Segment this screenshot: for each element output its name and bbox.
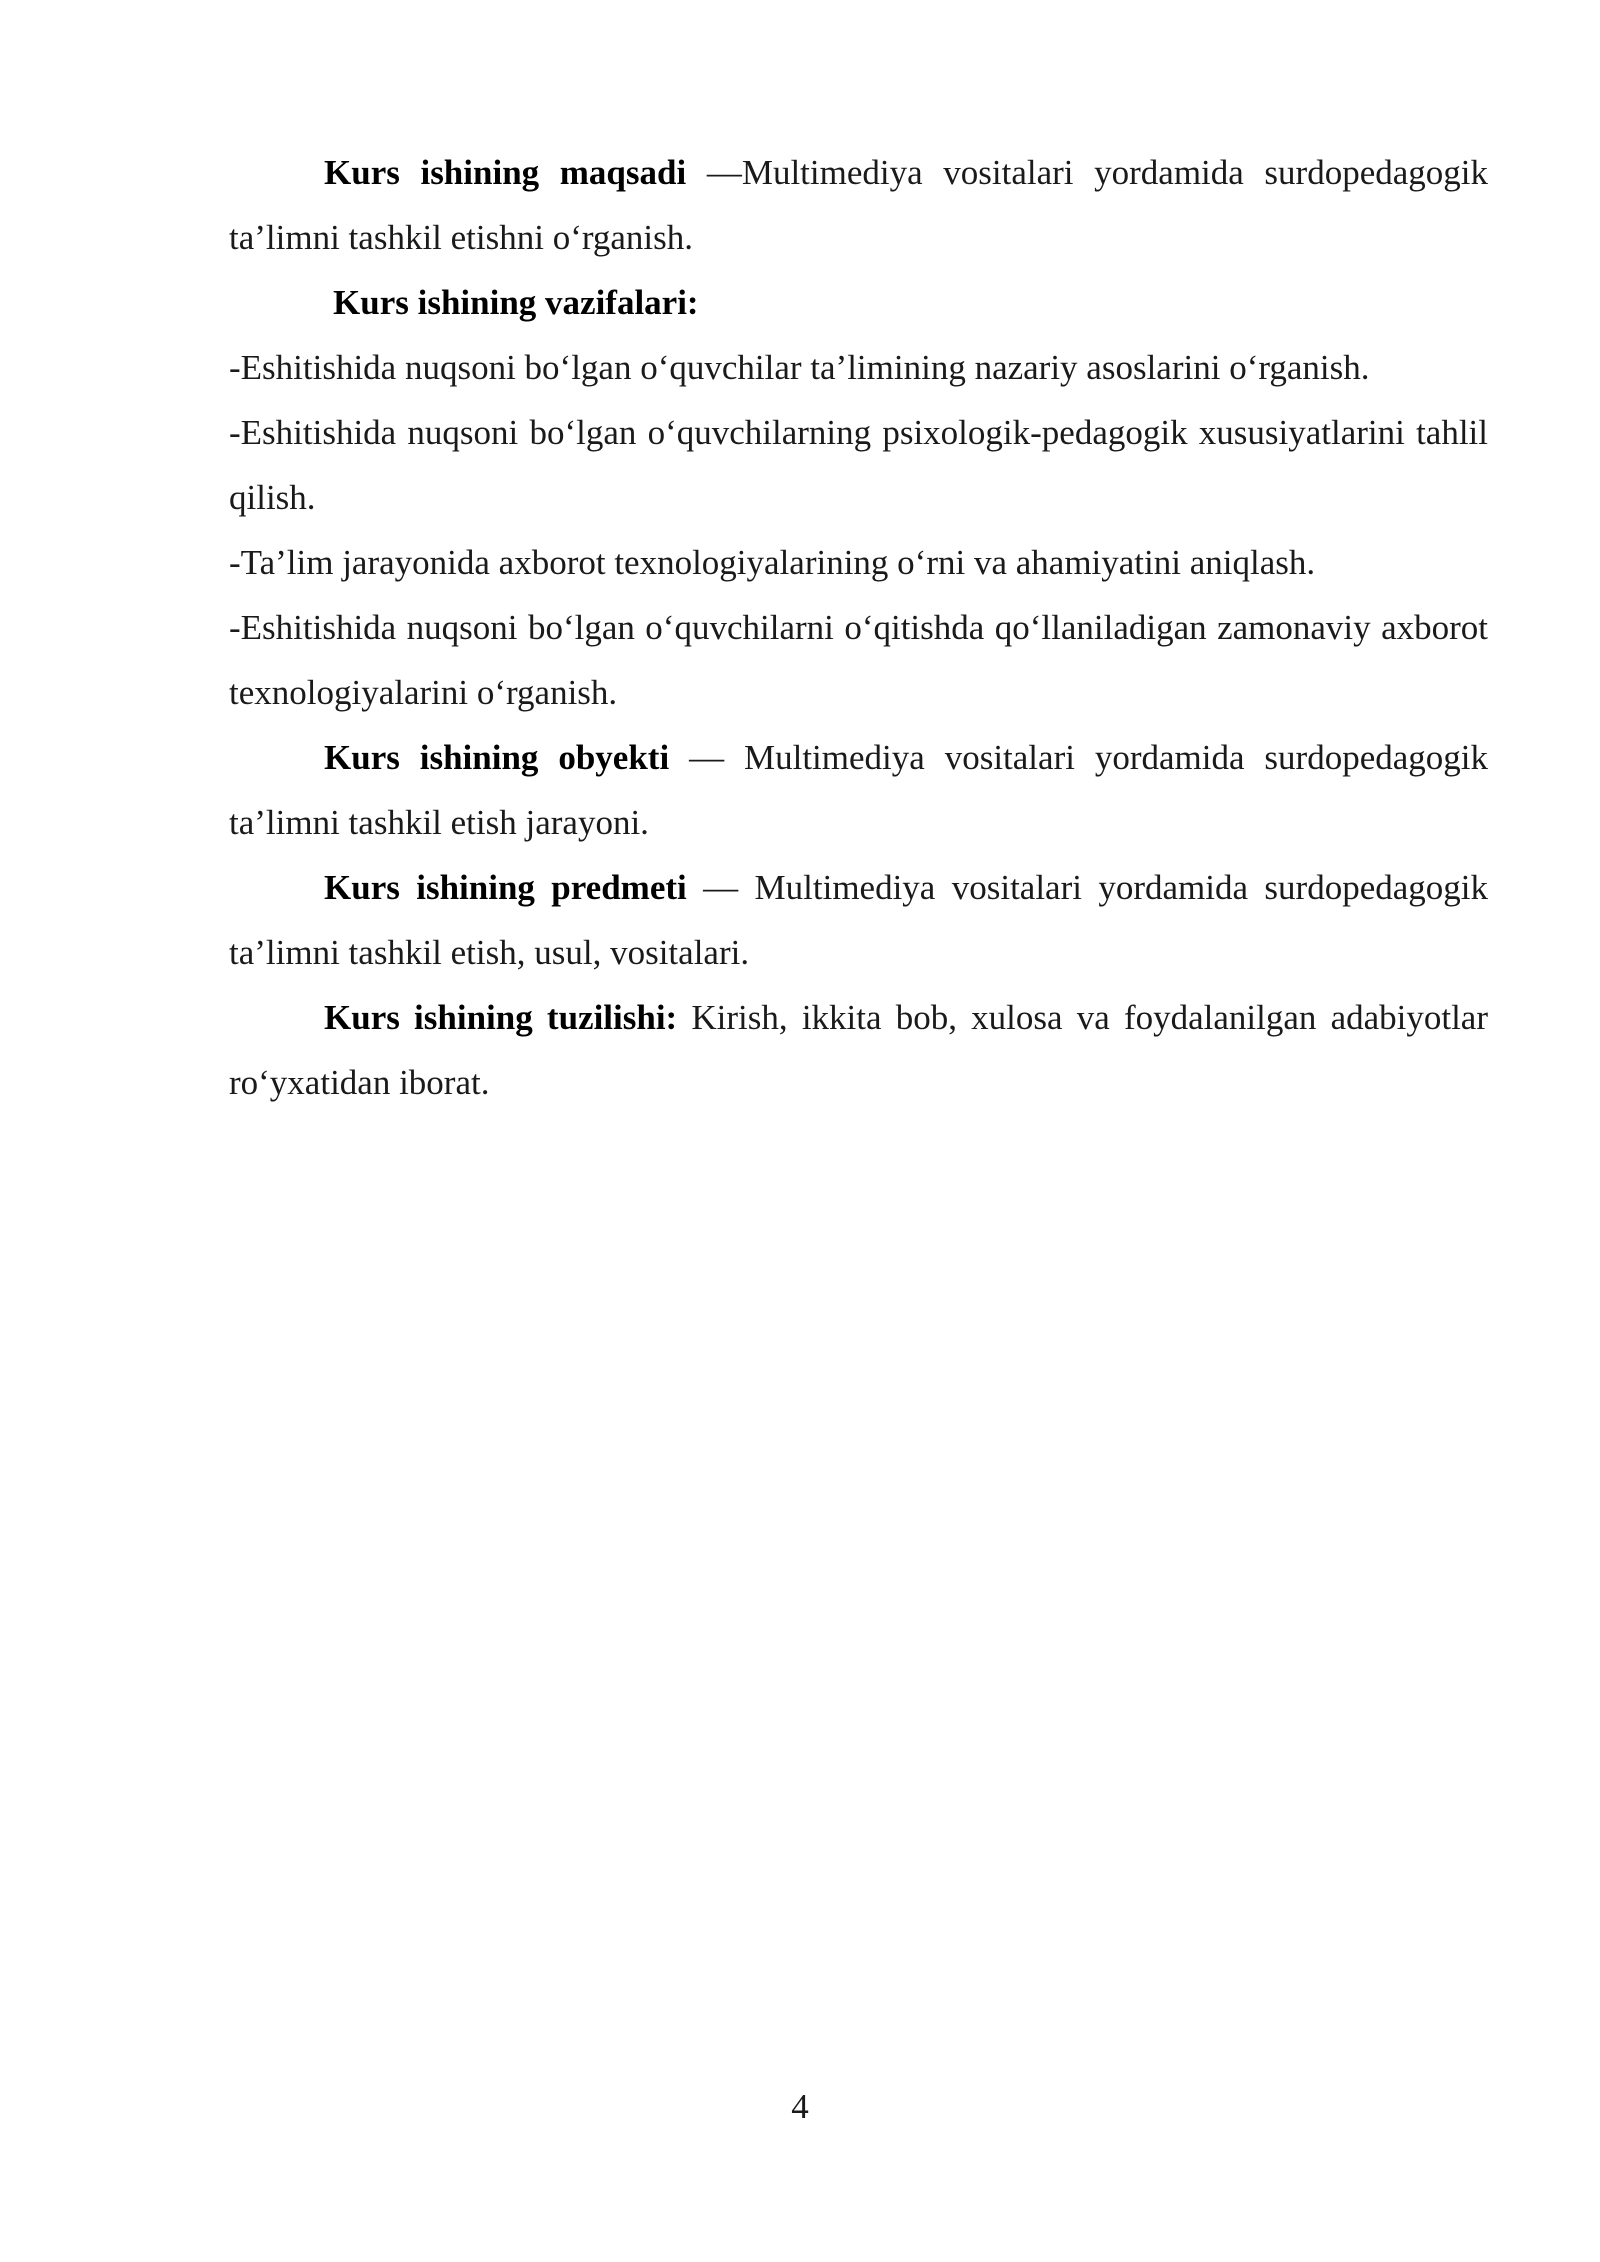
text-obyekti: — Multimediya vositalari yordamida surdopedagogik ta’limni tashkil etish jarayoni. bbox=[229, 738, 1488, 842]
label-obyekti: Kurs ishining obyekti bbox=[324, 738, 670, 777]
list-item: -Ta’lim jarayonida axborot texnologiyalarining o‘rni va ahamiyatini aniqlash. bbox=[229, 543, 1316, 582]
paragraph-predmeti bbox=[229, 855, 1488, 985]
label-predmeti: Kurs ishining predmeti bbox=[324, 868, 687, 907]
text-predmeti: — Multimediya vositalari yordamida surdopedagogik ta’limni tashkil etish, usul, vositalari. bbox=[229, 868, 1488, 972]
paragraph-maqsadi bbox=[229, 140, 1488, 270]
text-maqsadi: —Multimediya vositalari yordamida surdopedagogik ta’limni tashkil etishni o‘rganish. bbox=[229, 153, 1489, 257]
list-item: -Eshitishida nuqsoni bo‘lgan o‘quvchilar ta’limining nazariy asoslarini o‘rganish. bbox=[229, 348, 1370, 387]
text-tuzilishi: Kirish, ikkita bob, xulosa va foydalanilgan adabiyotlar ro‘yxatidan iborat. bbox=[229, 998, 1488, 1102]
document-body bbox=[229, 140, 1488, 1115]
paragraph-obyekti bbox=[229, 725, 1488, 855]
label-vazifalari: Kurs ishining vazifalari: bbox=[333, 283, 699, 322]
heading-vazifalari bbox=[229, 270, 1488, 335]
paragraph-tuzilishi bbox=[229, 985, 1488, 1115]
list-item: -Eshitishida nuqsoni bo‘lgan o‘quvchilarni o‘qitishda qo‘llaniladigan zamonaviy axborot texnologiyalarini o‘rganish. bbox=[229, 608, 1488, 712]
list-item: -Eshitishida nuqsoni bo‘lgan o‘quvchilarning psixologik-pedagogik xususiyatlarini tahlil qilish. bbox=[229, 413, 1488, 517]
label-maqsadi: Kurs ishining maqsadi bbox=[324, 153, 687, 192]
label-tuzilishi: Kurs ishining tuzilishi: bbox=[324, 998, 678, 1037]
page-number: 4 bbox=[791, 2087, 809, 2126]
